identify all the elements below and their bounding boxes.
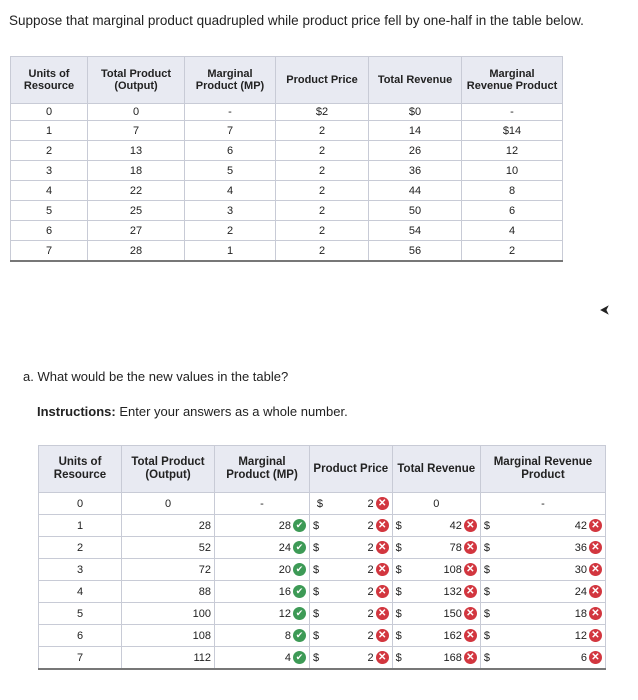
price-input[interactable] [326,625,392,647]
total-product-cell [122,537,215,559]
x-icon: ✕ [464,607,477,620]
instructions-label: Instructions: [37,404,116,419]
instructions [37,404,348,419]
total-product-cell-value: 52 [198,541,211,554]
units-cell [39,559,122,581]
dollar-sign-value: $ [316,497,323,510]
mrp-cell: $14 [462,121,563,141]
dollar-sign-value: $ [483,563,490,576]
product-price-cell: $2 [276,104,369,121]
marginal-product-cell: 6 [185,141,276,161]
marginal-product-input[interactable] [215,515,310,537]
units-cell: 3 [11,161,88,181]
total-revenue-cell: 14 [369,121,462,141]
col-marginal-product: Marginal Product (MP) [185,57,276,104]
col-mrp: Marginal Revenue Product [480,446,605,493]
total-revenue-input[interactable] [409,647,481,670]
total-revenue-input[interactable] [409,559,481,581]
dollar-sign-value: $ [483,607,490,620]
mrp-cell: 12 [462,141,563,161]
total-revenue-cell: 56 [369,241,462,262]
total-product-cell [122,581,215,603]
mrp-input-value[interactable]: 36 [574,541,587,554]
mrp-input-value[interactable]: 12 [574,629,587,642]
total-revenue-input[interactable] [409,581,481,603]
units-cell [39,493,122,515]
original-table-row [11,121,563,141]
mrp-input[interactable] [497,515,606,537]
mrp-input-value[interactable]: 24 [574,585,587,598]
total-revenue-cell: 36 [369,161,462,181]
total-product-cell: 13 [88,141,185,161]
total-product-cell-value: 112 [193,651,211,664]
units-cell-value: 3 [76,563,84,576]
dollar-sign-value: $ [483,541,490,554]
product-price-cell: 2 [276,121,369,141]
check-icon: ✔ [293,629,306,642]
marginal-product-input[interactable] [215,603,310,625]
x-icon: ✕ [464,629,477,642]
total-product-cell-value: 72 [198,563,211,576]
total-revenue-cell-value: 0 [433,497,440,510]
dollar-sign [480,537,497,559]
units-cell-value: 5 [76,607,84,620]
dollar-sign [310,515,327,537]
x-icon: ✕ [376,497,389,510]
answer-table-row [39,603,606,625]
units-cell-value: 1 [76,519,84,532]
dollar-sign [310,559,327,581]
mrp-input-value[interactable]: 6 [580,651,587,664]
col-total-product: Total Product (Output) [88,57,185,104]
total-product-cell [122,493,215,515]
product-price-cell: 2 [276,221,369,241]
total-product-cell: 27 [88,221,185,241]
part-a-question: a. What would be the new values in the table? [23,369,289,384]
price-input-value[interactable]: 2 [367,541,374,554]
dollar-sign-value: $ [313,585,320,598]
total-revenue-cell: $0 [369,104,462,121]
price-input-value[interactable]: 2 [367,651,374,664]
units-cell-value: 7 [76,651,84,664]
total-product-cell: 18 [88,161,185,181]
x-icon: ✕ [589,541,602,554]
marginal-product-input-value[interactable]: 20 [278,563,291,576]
dollar-sign-value: $ [395,651,402,664]
price-input[interactable] [326,515,392,537]
x-icon: ✕ [589,585,602,598]
marginal-product-input-value[interactable]: 24 [278,541,291,554]
dollar-sign-value: $ [395,607,402,620]
dollar-sign [310,647,327,670]
answer-table-row [39,625,606,647]
original-table-row [11,161,563,181]
mrp-input-value[interactable]: 42 [574,519,587,532]
x-icon: ✕ [376,607,389,620]
original-table-row [11,181,563,201]
x-icon: ✕ [589,651,602,664]
x-icon: ✕ [464,519,477,532]
mrp-input[interactable] [497,647,606,670]
x-icon: ✕ [589,519,602,532]
answer-table-row [39,515,606,537]
dollar-sign-value: $ [483,629,490,642]
marginal-product-cell: 7 [185,121,276,141]
product-price-cell: 2 [276,141,369,161]
marginal-product-cell: 5 [185,161,276,181]
x-icon: ✕ [464,585,477,598]
question-text: Suppose that marginal product quadrupled while product price fell by one-half in the table below. [9,13,584,28]
check-icon: ✔ [293,563,306,576]
total-revenue-input[interactable] [409,515,481,537]
marginal-product-input-value[interactable]: 12 [278,607,291,620]
marginal-product-cell [215,493,310,515]
units-cell [39,537,122,559]
units-cell: 6 [11,221,88,241]
marginal-product-cell: 3 [185,201,276,221]
units-cell: 4 [11,181,88,201]
price-input-value[interactable]: 2 [367,497,374,510]
instructions-text: Enter your answers as a whole number. [119,404,348,419]
total-product-cell [122,559,215,581]
check-icon: ✔ [293,541,306,554]
units-cell: 0 [11,104,88,121]
check-icon: ✔ [293,585,306,598]
original-table-row [11,241,563,262]
marginal-product-input-value[interactable]: 8 [284,629,291,642]
marginal-product-input-value[interactable]: 16 [278,585,291,598]
mrp-cell: 6 [462,201,563,221]
dollar-sign [310,537,327,559]
product-price-cell: 2 [276,161,369,181]
col-product-price: Product Price [276,57,369,104]
mrp-cell-value: - [541,497,545,510]
answer-table-row [39,581,606,603]
units-cell: 1 [11,121,88,141]
total-revenue-cell: 50 [369,201,462,221]
marginal-product-cell: - [185,104,276,121]
total-revenue-cell: 54 [369,221,462,241]
x-icon: ✕ [376,651,389,664]
dollar-sign [310,581,327,603]
units-cell [39,581,122,603]
units-cell [39,515,122,537]
x-icon: ✕ [376,629,389,642]
total-revenue-input[interactable] [409,625,481,647]
dollar-sign-value: $ [395,585,402,598]
mrp-cell: 4 [462,221,563,241]
units-cell [39,625,122,647]
total-product-cell: 7 [88,121,185,141]
total-revenue-input-value[interactable]: 168 [443,651,462,664]
mrp-input[interactable] [497,559,606,581]
original-table-row [11,104,563,121]
dollar-sign-value: $ [313,629,320,642]
dollar-sign [392,537,409,559]
x-icon: ✕ [589,629,602,642]
total-product-cell-value: 88 [198,585,211,598]
dollar-sign [310,493,327,515]
total-product-cell: 0 [88,104,185,121]
total-product-cell: 25 [88,201,185,221]
total-revenue-input-value[interactable]: 162 [443,629,462,642]
original-table-row [11,201,563,221]
price-input-value[interactable]: 2 [367,585,374,598]
total-product-cell: 28 [88,241,185,262]
dollar-sign [480,515,497,537]
marginal-product-input[interactable] [215,581,310,603]
total-product-cell [122,647,215,670]
dollar-sign-value: $ [395,541,402,554]
dollar-sign-value: $ [313,607,320,620]
mrp-cell: - [462,104,563,121]
units-cell-value: 4 [76,585,84,598]
dollar-sign [392,625,409,647]
dollar-sign [392,603,409,625]
dollar-sign [480,603,497,625]
total-product-cell [122,603,215,625]
x-icon: ✕ [376,541,389,554]
x-icon: ✕ [589,563,602,576]
marginal-product-input[interactable] [215,559,310,581]
units-cell-value: 2 [76,541,84,554]
col-units: Units of Resource [39,446,122,493]
marginal-product-input-value[interactable]: 4 [284,651,291,664]
units-cell-value: 0 [76,497,84,510]
original-table-row [11,221,563,241]
marginal-product-cell: 2 [185,221,276,241]
marginal-product-input[interactable] [215,625,310,647]
col-units: Units of Resource [11,57,88,104]
units-cell-value: 6 [76,629,84,642]
total-product-cell-value: 28 [198,519,211,532]
units-cell: 5 [11,201,88,221]
answer-table-row [39,493,606,515]
check-icon: ✔ [293,519,306,532]
price-input[interactable] [326,603,392,625]
price-input-value[interactable]: 2 [367,607,374,620]
dollar-sign-value: $ [395,629,402,642]
x-icon: ✕ [376,585,389,598]
col-total-product: Total Product (Output) [122,446,215,493]
answer-table [38,445,606,670]
marginal-product-cell: 1 [185,241,276,262]
dollar-sign [392,647,409,670]
units-cell [39,603,122,625]
mrp-input-value[interactable]: 30 [574,563,587,576]
price-input[interactable] [326,493,392,515]
dollar-sign [310,603,327,625]
total-revenue-cell: 44 [369,181,462,201]
x-icon: ✕ [376,563,389,576]
dollar-sign [392,559,409,581]
total-product-cell: 22 [88,181,185,201]
marginal-product-input-value[interactable]: 28 [278,519,291,532]
total-product-cell [122,625,215,647]
dollar-sign [310,625,327,647]
original-table-header [11,57,563,104]
x-icon: ✕ [464,651,477,664]
total-revenue-input-value[interactable]: 78 [449,541,462,554]
dollar-sign-value: $ [483,519,490,532]
price-input[interactable] [326,647,392,670]
answer-table-row [39,647,606,670]
mrp-cell: 10 [462,161,563,181]
marginal-product-cell-value: - [260,497,264,510]
total-product-cell-value: 0 [164,497,172,510]
mrp-cell [480,493,605,515]
col-total-revenue: Total Revenue [392,446,480,493]
dollar-sign-value: $ [483,651,490,664]
marginal-product-input[interactable] [215,647,310,670]
total-product-cell [122,515,215,537]
total-product-cell-value: 100 [192,607,211,620]
answer-table-row [39,537,606,559]
dollar-sign [480,625,497,647]
mrp-cell: 2 [462,241,563,262]
product-price-cell: 2 [276,201,369,221]
answer-table-header [39,446,606,493]
mrp-input[interactable] [497,603,606,625]
mrp-input[interactable] [497,581,606,603]
price-input-value[interactable]: 2 [367,629,374,642]
dollar-sign [480,647,497,670]
dollar-sign-value: $ [313,541,320,554]
dollar-sign [392,515,409,537]
x-icon: ✕ [376,519,389,532]
mrp-cell: 8 [462,181,563,201]
units-cell: 2 [11,141,88,161]
marginal-product-cell: 4 [185,181,276,201]
col-product-price: Product Price [310,446,393,493]
total-revenue-input-value[interactable]: 132 [443,585,462,598]
total-revenue-input-value[interactable]: 42 [449,519,462,532]
total-product-cell-value: 108 [192,629,211,642]
total-revenue-input[interactable] [409,537,481,559]
dollar-sign [392,581,409,603]
col-total-revenue: Total Revenue [369,57,462,104]
dollar-sign [480,581,497,603]
total-revenue-cell: 26 [369,141,462,161]
original-table-row [11,141,563,161]
price-input-value[interactable]: 2 [367,519,374,532]
units-cell [39,647,122,670]
dollar-sign-value: $ [313,651,320,664]
mouse-cursor-icon [598,302,614,318]
dollar-sign-value: $ [313,563,320,576]
mrp-input[interactable] [497,537,606,559]
check-icon: ✔ [293,651,306,664]
total-revenue-cell [392,493,480,515]
product-price-cell: 2 [276,181,369,201]
dollar-sign-value: $ [483,585,490,598]
dollar-sign-value: $ [313,519,320,532]
total-revenue-input-value[interactable]: 108 [443,563,462,576]
x-icon: ✕ [589,607,602,620]
price-input-value[interactable]: 2 [367,563,374,576]
original-table [10,56,563,262]
mrp-input-value[interactable]: 18 [574,607,587,620]
total-revenue-input[interactable] [409,603,481,625]
x-icon: ✕ [464,563,477,576]
dollar-sign-value: $ [395,563,402,576]
price-input[interactable] [326,581,392,603]
total-revenue-input-value[interactable]: 150 [443,607,462,620]
col-mrp: Marginal Revenue Product [462,57,563,104]
mrp-input[interactable] [497,625,606,647]
units-cell: 7 [11,241,88,262]
check-icon: ✔ [293,607,306,620]
price-input[interactable] [326,559,392,581]
marginal-product-input[interactable] [215,537,310,559]
col-marginal-product: Marginal Product (MP) [215,446,310,493]
price-input[interactable] [326,537,392,559]
answer-table-row [39,559,606,581]
x-icon: ✕ [464,541,477,554]
dollar-sign [480,559,497,581]
product-price-cell: 2 [276,241,369,262]
dollar-sign-value: $ [395,519,402,532]
